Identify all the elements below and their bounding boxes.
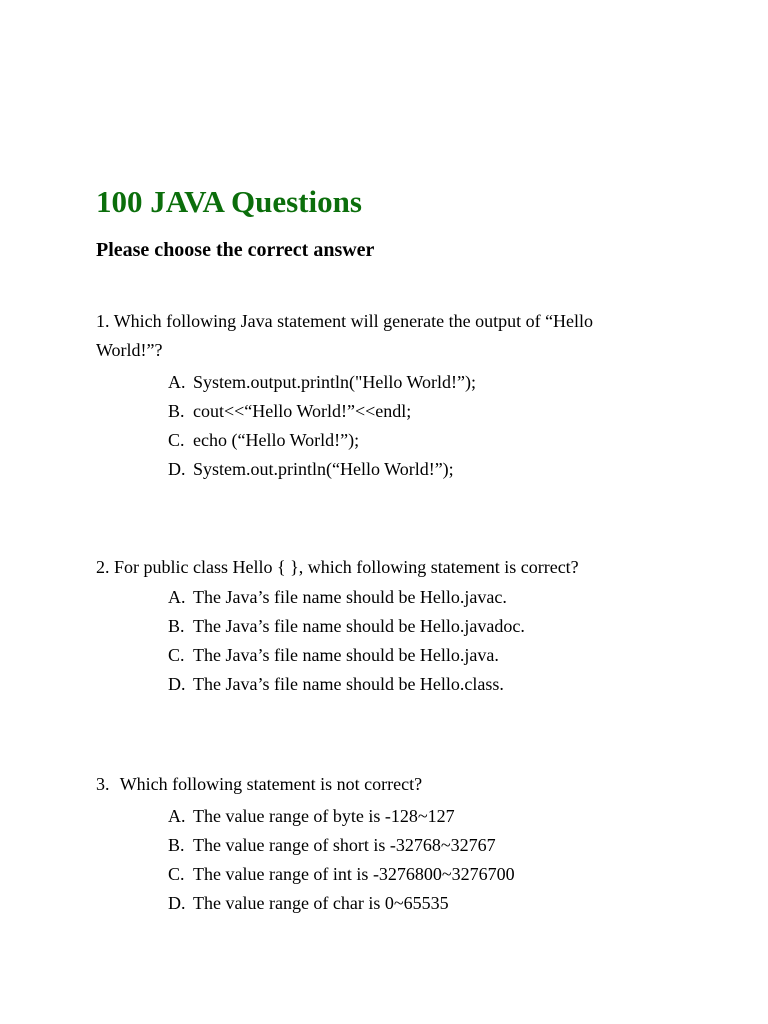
option-c xyxy=(96,426,656,455)
page-subtitle: Please choose the correct answer xyxy=(96,239,375,261)
option-c xyxy=(96,641,656,670)
option-c xyxy=(96,860,656,889)
option-text: cout<<“Hello World!”<<endl; xyxy=(193,401,412,421)
option-b xyxy=(96,397,656,426)
option-d xyxy=(96,670,656,699)
option-b xyxy=(96,831,656,860)
question-number: 1. xyxy=(96,311,110,331)
option-a xyxy=(96,802,656,831)
option-text: The value range of char is 0~65535 xyxy=(193,893,449,913)
option-a xyxy=(96,368,656,397)
option-text: The Java’s file name should be Hello.javac. xyxy=(193,587,507,607)
option-text: The value range of byte is -128~127 xyxy=(193,806,455,826)
option-letter: A. xyxy=(168,806,186,826)
option-list xyxy=(96,368,656,484)
page-title: 100 JAVA Questions xyxy=(96,184,362,219)
option-letter: B. xyxy=(168,616,185,636)
option-letter: D. xyxy=(168,459,186,479)
option-letter: C. xyxy=(168,864,185,884)
question-body: Which following statement is not correct? xyxy=(119,774,423,794)
option-letter: C. xyxy=(168,645,185,665)
option-d xyxy=(96,455,656,484)
option-list xyxy=(96,802,656,918)
option-letter: C. xyxy=(168,430,185,450)
option-text: The Java’s file name should be Hello.java. xyxy=(193,645,499,665)
option-text: The value range of short is -32768~32767 xyxy=(193,835,496,855)
option-d xyxy=(96,889,656,918)
option-letter: B. xyxy=(168,835,185,855)
option-text: The Java’s file name should be Hello.javadoc. xyxy=(193,616,525,636)
question-text xyxy=(96,307,656,365)
option-letter: D. xyxy=(168,893,186,913)
option-text: echo (“Hello World!”); xyxy=(193,430,360,450)
option-text: System.output.println("Hello World!”); xyxy=(193,372,477,392)
question-text xyxy=(96,770,656,799)
option-letter: D. xyxy=(168,674,186,694)
option-b xyxy=(96,612,656,641)
question-text xyxy=(96,553,656,582)
question-body: Which following Java statement will generate the output of “Hello World!”? xyxy=(96,311,594,360)
option-a xyxy=(96,583,656,612)
question-number: 2. xyxy=(96,557,110,577)
question-2 xyxy=(96,553,656,699)
option-list xyxy=(96,583,656,699)
option-text: The value range of int is -3276800~3276700 xyxy=(193,864,515,884)
option-text: The Java’s file name should be Hello.class. xyxy=(193,674,504,694)
question-1 xyxy=(96,307,656,484)
option-letter: A. xyxy=(168,587,186,607)
option-letter: B. xyxy=(168,401,185,421)
option-letter: A. xyxy=(168,372,186,392)
question-3 xyxy=(96,770,656,918)
question-body: For public class Hello { }, which following statement is correct? xyxy=(114,557,579,577)
question-number: 3. xyxy=(96,774,110,794)
option-text: System.out.println(“Hello World!”); xyxy=(193,459,454,479)
